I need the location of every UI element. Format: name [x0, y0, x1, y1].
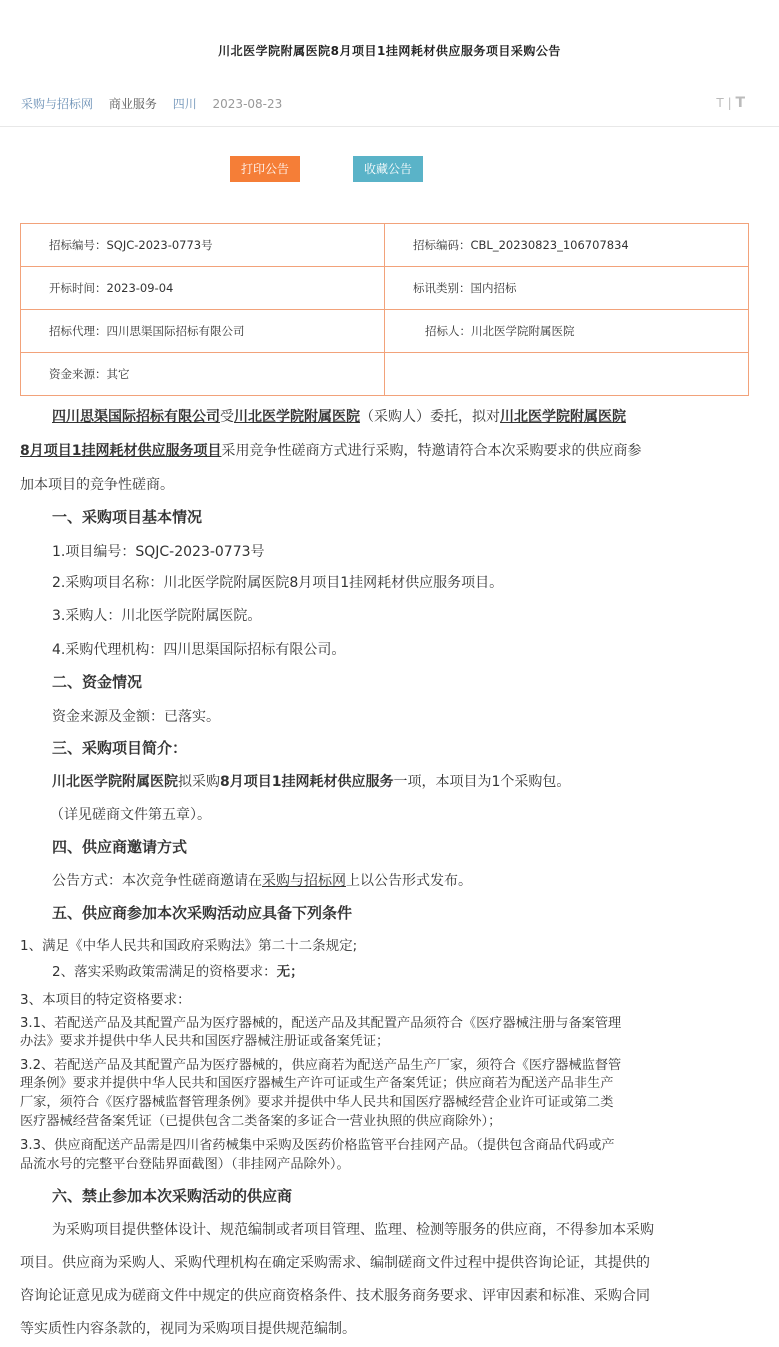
section-heading-4: 四、供应商邀请方式: [52, 838, 188, 856]
favorite-button[interactable]: 收藏公告: [353, 156, 423, 182]
project-link-b[interactable]: 8月项目1挂网耗材供应服务项目: [20, 443, 222, 459]
prohibit-line-1: 为采购项目提供整体设计、规范编制或者项目管理、监理、检测等服务的供应商，不得参加本采购: [52, 1222, 654, 1238]
buyer-cell: 招标人：川北医学院附属医院: [385, 310, 749, 353]
prohibit-line-4: 等实质性内容条款的，视同为采购项目提供规范编制。: [20, 1321, 356, 1337]
site-link[interactable]: 采购与招标网: [262, 873, 346, 889]
item-project-name: 2.采购项目名称：川北医学院附属医院8月项目1挂网耗材供应服务项目。: [52, 575, 504, 591]
item-project-number: 1.项目编号：SQJC-2023-0773号: [52, 544, 265, 560]
info-table: [20, 223, 749, 396]
section-heading-6: 六、禁止参加本次采购活动的供应商: [52, 1187, 293, 1205]
summary-note: （详见磋商文件第五章）。: [50, 807, 211, 823]
summary-line: 川北医学院附属医院拟采购8月项目1挂网耗材供应服务一项，本项目为1个采购包。: [52, 774, 571, 790]
project-link-a[interactable]: 川北医学院附属医院: [500, 409, 626, 425]
print-button[interactable]: 打印公告: [230, 156, 300, 182]
section-heading-3: 三、采购项目简介：: [52, 739, 188, 757]
fund-cell: 资金来源：其它: [21, 353, 385, 396]
intro-line-1: 四川思渠国际招标有限公司受川北医学院附属医院（采购人）委托，拟对川北医学院附属医院: [52, 409, 626, 425]
type-label: 商业服务: [108, 97, 157, 111]
condition-3-3a: 3.3、供应商配送产品需是四川省药械集中采购及医药价格监管平台挂网产品。（提供包含商品代码或产: [20, 1138, 615, 1153]
intro-line-2: 8月项目1挂网耗材供应服务项目采用竞争性磋商方式进行采购，特邀请符合本次采购要求的供应商参: [20, 443, 642, 459]
section-heading-2: 二、资金情况: [52, 673, 143, 691]
condition-3: 3、本项目的特定资格要求：: [20, 992, 191, 1008]
intro-line-3: 加本项目的竞争性磋商。: [20, 477, 174, 493]
font-size-control: [716, 95, 745, 111]
item-agent: 4.采购代理机构：四川思渠国际招标有限公司。: [52, 642, 346, 658]
section-heading-1: 一、采购项目基本情况: [52, 508, 203, 526]
page-title: 川北医学院附属医院8月项目1挂网耗材供应服务项目采购公告: [218, 44, 561, 58]
item-buyer: 3.采购人：川北医学院附属医院。: [52, 608, 262, 624]
font-large-button[interactable]: T: [735, 95, 745, 111]
category-cell: 标讯类别：国内招标: [385, 267, 749, 310]
category-link[interactable]: 采购与招标网: [21, 97, 94, 111]
condition-3-2d: 医疗器械经营备案凭证（已提供包含二类备案的多证合一营业执照的供应商除外）；: [20, 1114, 502, 1129]
empty-cell: [385, 353, 749, 396]
bid-code-cell: 招标编码：CBL_20230823_106707834: [385, 224, 749, 267]
condition-3-2b: 理条例》要求并提供中华人民共和国医疗器械生产许可证或生产备案凭证；供应商若为配送产品非生产: [20, 1076, 614, 1091]
agent-link[interactable]: 四川思渠国际招标有限公司: [52, 409, 220, 425]
condition-2: 2、落实采购政策需满足的资格要求：无；: [52, 964, 304, 980]
date-label: 2023-08-23: [212, 97, 283, 111]
buyer-link[interactable]: 川北医学院附属医院: [234, 409, 360, 425]
open-time-cell: 开标时间：2023-09-04: [21, 267, 385, 310]
bid-number-cell: 招标编号：SQJC-2023-0773号: [21, 224, 385, 267]
font-separator: |: [727, 96, 732, 110]
fund-text: 资金来源及金额：已落实。: [52, 709, 220, 725]
section-heading-5: 五、供应商参加本次采购活动应具备下列条件: [52, 904, 353, 922]
divider: [0, 126, 779, 127]
invite-method: 公告方式：本次竞争性磋商邀请在采购与招标网上以公告形式发布。: [52, 873, 472, 889]
meta-bar: [21, 95, 294, 112]
condition-3-2a: 3.2、若配送产品及其配置产品为医疗器械的，供应商若为配送产品生产厂家，须符合《医疗器械监督管: [20, 1058, 622, 1073]
agent-cell: 招标代理：四川思渠国际招标有限公司: [21, 310, 385, 353]
condition-1: 1、满足《中华人民共和国政府采购法》第二十二条规定;: [20, 938, 358, 954]
condition-3-1a: 3.1、若配送产品及其配置产品为医疗器械的，配送产品及其配置产品须符合《医疗器械注册与备案管理: [20, 1016, 622, 1031]
region-label: 四川: [172, 97, 197, 111]
prohibit-line-3: 咨询论证意见成为磋商文件中规定的供应商资格条件、技术服务商务要求、评审因素和标准、采购合同: [20, 1288, 650, 1304]
prohibit-line-2: 项目。供应商为采购人、采购代理机构在确定采购需求、编制磋商文件过程中提供咨询论证，其提供的: [20, 1255, 650, 1271]
condition-3-1b: 办法》要求并提供中华人民共和国医疗器械注册证或备案凭证；: [20, 1034, 390, 1049]
condition-3-3b: 品流水号的完整平台登陆界面截图）（非挂网产品除外）。: [20, 1157, 350, 1172]
font-small-button[interactable]: T: [716, 96, 724, 110]
condition-3-2c: 厂家，须符合《医疗器械监督管理条例》要求并提供中华人民共和国医疗器械经营企业许可证或第二类: [20, 1095, 614, 1110]
